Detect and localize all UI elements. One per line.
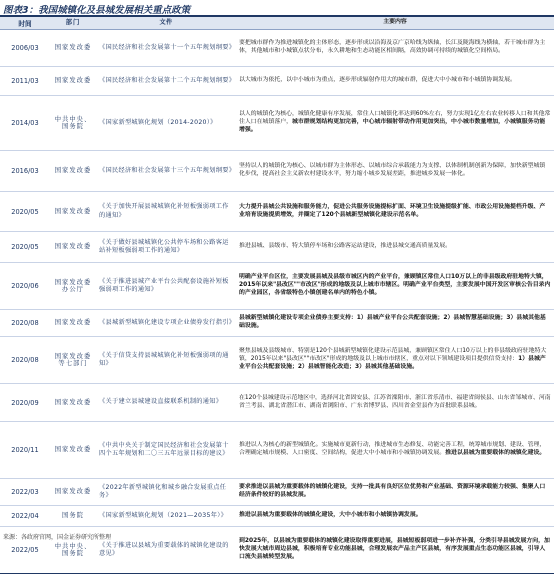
cell-doc: 《关于推进县城产业平台公共配套设施补短板强弱项工作的通知》: [99, 277, 229, 293]
cell-time: 2020/11: [11, 446, 39, 454]
table-row: [0, 232, 554, 263]
cell-time: 2022/04: [11, 512, 39, 520]
cell-dept: 国务院: [62, 512, 84, 520]
cell-time: 2006/03: [11, 44, 39, 52]
content-text: 要把城市群作为推进城镇化的主体形态，逐步形成以沿海及京广京哈线为纵轴，长江及陇海线为横轴，若干城市群为主体，其他城市和小城镇点状分布，永久耕地和生态功能区相间隔，高效协调可持续的城镇化空间格局。: [239, 40, 546, 54]
cell-content: [236, 263, 554, 309]
cell-content: [236, 384, 554, 421]
cell-time: 2020/05: [11, 207, 39, 216]
cell-time: 2020/06: [11, 282, 39, 290]
cell-content: [236, 422, 554, 478]
content-text: 在120个县城建设示范地区中，选择河北省固安县、江苏省溧阳市、浙江省乐清市、福建省闽侯县、山东省邹城市、河南省兰考县、湖北省潜江市、湖南省浏阳市、广东省博罗县、四川省金堂县作为首批联系县城。: [239, 394, 551, 409]
content-bold: 明确产业平台区位，主要发展县城及县级市城区内的产业平台，兼顾镇区常住人口10万以上的非县级政府驻地特大镇，2015年以来"县改区""市改区"形成的地级及以上城市市辖区。明确产业平台类型，主要发展中国开发区审核公告目录内的产业园区，各省级特色小镇创建名单内的特色小镇。: [239, 274, 551, 296]
table-row: [0, 422, 554, 479]
table-row: [0, 151, 554, 192]
cell-dept: 国家发改委等七部门: [54, 352, 92, 367]
table-row: [0, 96, 554, 151]
cell-content: [236, 151, 554, 191]
table-row: [0, 263, 554, 310]
cell-dept: 国家发改委办公厅: [54, 278, 92, 293]
content-bold: 大力提升县城公共设施和服务能力，促进公共服务设施提标扩面、环境卫生设施提级扩能、市政公用设施提档升级、产业培育设施提质增效，并圈定了120个县城新型城镇化建设示范名单。: [239, 203, 546, 218]
cell-dept: 国家发改委: [54, 207, 92, 215]
content-bold: 要求推进以县城为重要载体的城镇化建设，支持一批具有良好区位优势和产业基础、资源环境承载能力较强、集聚人口经济条件较好的县城发展。: [239, 484, 546, 498]
content-bold: 推进以县城为重要载体的城镇化建设。: [445, 450, 546, 456]
table-row: [0, 337, 554, 384]
cell-time: 2014/03: [11, 119, 39, 127]
cell-doc: 《关于信贷支持县城城镇化补短板强弱项的通知》: [99, 351, 229, 367]
cell-time: 2011/03: [11, 77, 39, 85]
cell-dept: 国家发改委: [54, 446, 92, 454]
cell-time: 2020/05: [11, 243, 39, 251]
cell-doc: 《2022年新型城镇化和城乡融合发展重点任务》: [99, 483, 227, 499]
cell-content: [236, 30, 554, 66]
cell-time: 2016/03: [11, 167, 39, 175]
content-bold: 城市群规划结构更加完善，中心城市辐射带动作用更加突出，中小城市数量增加，小城镇服务功能增强。: [239, 119, 546, 133]
cell-content: [236, 479, 554, 505]
content-bold: 县城新型城镇化建设专项企业债券主要支持：1）县城产业平台公共配套设施；2）县城智慧基础设施；3）县城其他基础设施。: [239, 315, 546, 329]
table-row: [0, 67, 554, 96]
cell-content: [236, 96, 554, 150]
cell-dept: 国家发改委: [54, 44, 92, 52]
header-content: 主要内容: [383, 19, 407, 26]
cell-content: [236, 192, 554, 231]
cell-content: [236, 232, 554, 262]
content-text: 以人的城镇化为核心，城镇化健康有序发展，常住人口城镇化率达到60%左右，努力实现1亿左右农业转移人口和其他常住人口在城镇落户，: [239, 111, 551, 126]
cell-dept: 国家发改委: [54, 77, 92, 85]
content-text: 聚焦县城及县级城市、特别是120个县城新型城镇化建设示范县城，兼顾镇区常住人口10万以上的非县级政府驻地特大镇，2015年以来"县改区""市改区"形成的地级及以上城市市辖区，重点对以下领域建设项目提供信贷支持：: [239, 348, 547, 363]
table-header: [0, 17, 554, 30]
cell-doc: 《县城新型城镇化建设专项企业债券发行指引》: [99, 318, 236, 326]
cell-dept: 国家发改委: [54, 319, 92, 327]
table-row: [0, 384, 554, 422]
cell-content: [236, 527, 554, 573]
cell-doc: 《国民经济和社会发展第十一个五年规划纲要》: [99, 43, 236, 51]
cell-doc: 《国家新型城镇化规划（2014-2020）》: [99, 118, 217, 126]
cell-dept: 国家发改委: [54, 488, 92, 496]
table-row: [0, 479, 554, 506]
cell-content: [236, 506, 554, 526]
cell-doc: 《关于推进以县城为重要载体的城镇化建设的意见》: [99, 541, 229, 557]
cell-doc: 《关于做好县城城镇化公共停车场和公路客运站补短板强弱项工作的通知》: [99, 238, 229, 254]
cell-time: 2020/08: [11, 319, 39, 327]
cell-dept: 国家发改委: [54, 167, 92, 175]
cell-doc: 《关于建立县城建设直接联系机制的通知》: [99, 398, 223, 406]
content-text: 推进以人为核心的新型城镇化。实施城市更新行动，推进城市生态修复、功能完善工程，统筹城市规划、建设、管理，合理确定城市规模、人口密度、空间结构，促进大中小城市和小城镇协调发展。: [239, 442, 546, 456]
header-doc: 文件: [159, 18, 173, 26]
cell-doc: 《中共中央关于制定国民经济和社会发展第十四个五年规划和二〇三五年远景目标的建议》: [99, 441, 229, 457]
cell-dept: 国家发改委: [54, 243, 92, 251]
cell-dept: 中共中央、国务院: [54, 115, 92, 130]
cell-doc: 《关于加快开展县城城镇化补短板强弱项工作的通知》: [99, 203, 229, 219]
cell-time: 2020/08: [11, 356, 39, 364]
cell-doc: 《国民经济和社会发展第十二个五年规划纲要》: [99, 76, 236, 84]
content-bold: 推进以县城为重要载体的城镇化建设，大中小城市和小城镇协调发展。: [239, 512, 422, 519]
content-text: 推进县城、县级市、特大镇停车场和公路客运站建设，推进县城交通高质量发展。: [239, 243, 452, 250]
cell-dept: 国家发改委: [54, 398, 92, 406]
table-row: [0, 310, 554, 337]
cell-doc: 《国家新型城镇化规划（2021—2035年）》: [99, 511, 228, 519]
cell-time: 2022/03: [11, 488, 39, 496]
cell-time: 2022/05: [11, 546, 39, 554]
content-text: 坚持以人的城镇化为核心、以城市群为主体形态、以城市综合承载能力为支撑、以体制机制创新为保障，加快新型城镇化步伐，提高社会主义新农村建设水平，努力缩小城乡发展差距，推进城乡发展一体化。: [239, 163, 546, 177]
cell-content: [236, 67, 554, 95]
table-row: [0, 506, 554, 527]
cell-content: [236, 310, 554, 336]
content-bold: 到2025年，以县城为重要载体的城镇化建设取得重要进展，县城短板弱项进一步补齐补强，分类引导县城发展方向，加快发展大城市周边县城，积极培育专业功能县城，合理发展农产品主产区县城，有序发展重点生态功能区县城，引导人口流失县城转型发展。: [239, 538, 550, 560]
header-time: 时间: [18, 20, 32, 28]
table-row: [0, 192, 554, 232]
figure-title: 图表3：我国城镇化及县城发展相关重点政策: [3, 5, 191, 16]
content-text: 以大城市为依托，以中小城市为重点，逐步形成辐射作用大的城市群，促进大中小城市和小城镇协调发展。: [239, 77, 516, 84]
cell-content: [236, 337, 554, 383]
content-bold: 1）县城产业平台公共配套设施；2）县城智能化改造；3）县城其他基础设施。: [239, 356, 546, 370]
cell-dept: 中共中央、国务院: [54, 542, 92, 557]
table-row: [0, 30, 554, 67]
cell-doc: 《国民经济和社会发展第十三个五年规划纲要》: [99, 166, 236, 174]
policy-table: [0, 15, 554, 574]
header-dept: 部门: [65, 19, 81, 27]
source-note: 来源：各政府官网，国金证券研究所整理: [3, 534, 112, 541]
cell-time: 2020/09: [11, 398, 39, 407]
